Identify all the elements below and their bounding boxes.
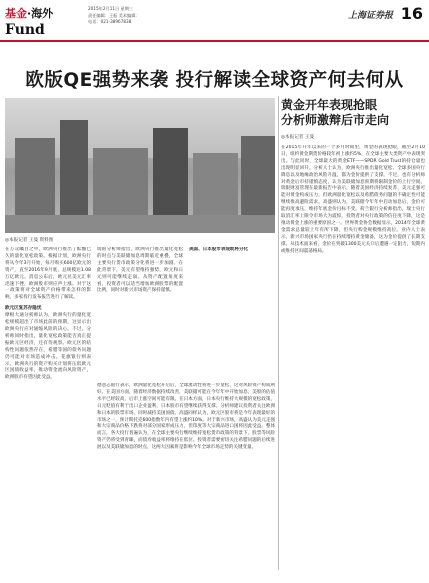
page-number: 16 xyxy=(400,4,423,23)
masthead-divider xyxy=(0,40,429,42)
article-column-intro xyxy=(5,247,91,569)
photo-caption: ◎本报记者 王曼 资料图 xyxy=(5,238,54,243)
newspaper-name: 上海证券报 xyxy=(347,11,393,21)
contact-phone: 电话：021-38967838 xyxy=(88,19,132,24)
section-prefix: 基金 xyxy=(5,7,27,20)
sidebar-headline-line-2: 分析师激辩后市走向 xyxy=(281,113,390,127)
sidebar-headline-line-1: 黄金开年表现抢眼 xyxy=(281,98,378,112)
section-title xyxy=(5,5,53,21)
article-text-2: 瑞银分析师指出，欧洲央行推出量化宽松的时点与美联储加息周期临近重叠，全球主要央行货币政策分化将进一步加剧。在此背景下，美元有望维持强势，欧元和日元则可能继续走弱。从资产配置角度来看，投资者可以适当增加欧洲股票的配置比例，同时对新兴市场资产保持谨慎。 xyxy=(97,247,183,294)
article-intro: 在万众瞩目之中，欧洲央行推出了酝酿已久的量化宽松政策。根据计划，欧洲央行将从今年3月开始，每月购买600亿欧元的资产，直至2016年9月底，总规模达1.08万亿欧元。消息公布后，欧元兑美元汇率迅速下挫，欧洲股市则应声上涨。对于这一政策将对全球资产价格带来怎样的影响，多家投行发布报告进行了解读。 xyxy=(5,247,91,301)
main-headline: 欧版QE强势来袭 投行解读全球资产何去何从 xyxy=(25,70,404,91)
sidebar-text: 在2015年开年以来的一个多月时间里，黄金的表现抢眼，截至2月10日，纽约黄金期货价格较年初上涨约5%，在全球主要大类资产中表现突出。与此同时，全球最大的黄金ETF——SPDR Gold Trust的持仓量也出现明显回升。分析人士认为，欧洲央行推出量化宽松、全球多国央行降息以及地缘政治风险升温，都为金价提供了支撑。不过，也有分析师对黄金后市持谨慎态度，认为美联储加息预期将限制金价的上行空间。瑞银财富管理在最新报告中表示，随着美国经济持续复苏，美元走强可能对黄金构成压力，但欧洲量化宽松以及希腊债务问题的不确定性可能继续推高避险需求。高盛则认为，美联储今年年中启动加息后，金价可能再度承压，维持年底金价目标不变。荷兰银行分析师指出，瑞士央行取消汇率上限令市场大为震惊，投资者对央行政策的信任度下降，这是推动黄金上涨的重要原因之一。世界黄金协会数据显示，2014年全球黄金需求总量较上年有所下降，但央行购金规模维持高位。业内人士表示，新兴市场国家央行仍在持续增持黄金储备，这为金价提供了长期支撑。从技术面来看，金价在突破1300美元关口后遭遇一定阻力，短期内或维持区间震荡格局。 xyxy=(281,145,425,254)
publish-date: 2015年2月11日 星期三 xyxy=(88,6,134,11)
sidebar-byline: ◎本报记者 王曼 xyxy=(281,135,315,140)
section-english-title: Fund xyxy=(5,22,45,38)
photo-street xyxy=(5,215,275,233)
editor-credits: 责任编辑：王振 美术编辑： xyxy=(88,12,140,18)
article-column-4 xyxy=(97,383,275,569)
article-subhead-1: 欧元区复苏存隐忧 xyxy=(5,306,42,312)
sidebar-body xyxy=(281,145,425,570)
article-column-3 xyxy=(189,247,275,367)
column-rule xyxy=(278,96,279,570)
section-suffix: ·海外 xyxy=(27,7,54,20)
masthead-info xyxy=(88,6,140,26)
article-subhead-2: 美国、日本股市表现或将分化 xyxy=(189,247,249,252)
article-text-3: 德意志银行表示，欧洲量化宽松开启后，全球流动性将进一步宽松，这对风险资产构成利好。在美国方面，随着经济数据持续改善，美联储可能在今年年中开始加息，美股的估值水平已经较高，后市上涨空间可能有限。在日本方面，日本央行维持大规模的宽松政策，日元贬值有利于出口企业盈利，日本股市有望继续获得支撑。分析师建议投资者关注欧洲和日本的股票市场，同时减持美国国债。高盛同样认为，欧元区股市将是今年表现最好的市场之一，预计斯托克600指数年内有望上涨约10%。对于新兴市场，高盛认为美元走强和大宗商品价格下跌将对部分国家形成压力，但印度等大宗商品进口国将因此受益。整体而言，各大投行普遍认为，在全球主要央行继续维持宽松货币政策的背景下，股票等风险资产仍将受到青睐，而债券收益率将维持在低位。投资者需要密切关注希腊问题的后续进展以及美联储加息的时点，这两大因素将是影响今年全球市场走势的关键变量。 xyxy=(97,383,275,451)
article-column-2 xyxy=(97,247,183,367)
article-text-1: 摩根大通分析师认为，欧洲央行的量化宽松规模超出了市场此前的预期，这显示出欧洲央行应对通缩风险的决心。不过，分析师同时指出，量化宽松政策能否真正提振欧元区经济，还有待观察。欧元区的结构性问题依然存在，希腊等国的债务问题仍可能对市场造成冲击。花旗银行则表示，欧洲央行的资产购买计划将压低欧元区国债收益率，推动资金流向风险资产，欧洲股市有望因此受益。 xyxy=(5,313,91,381)
article-photo xyxy=(5,98,275,233)
masthead xyxy=(0,0,429,44)
